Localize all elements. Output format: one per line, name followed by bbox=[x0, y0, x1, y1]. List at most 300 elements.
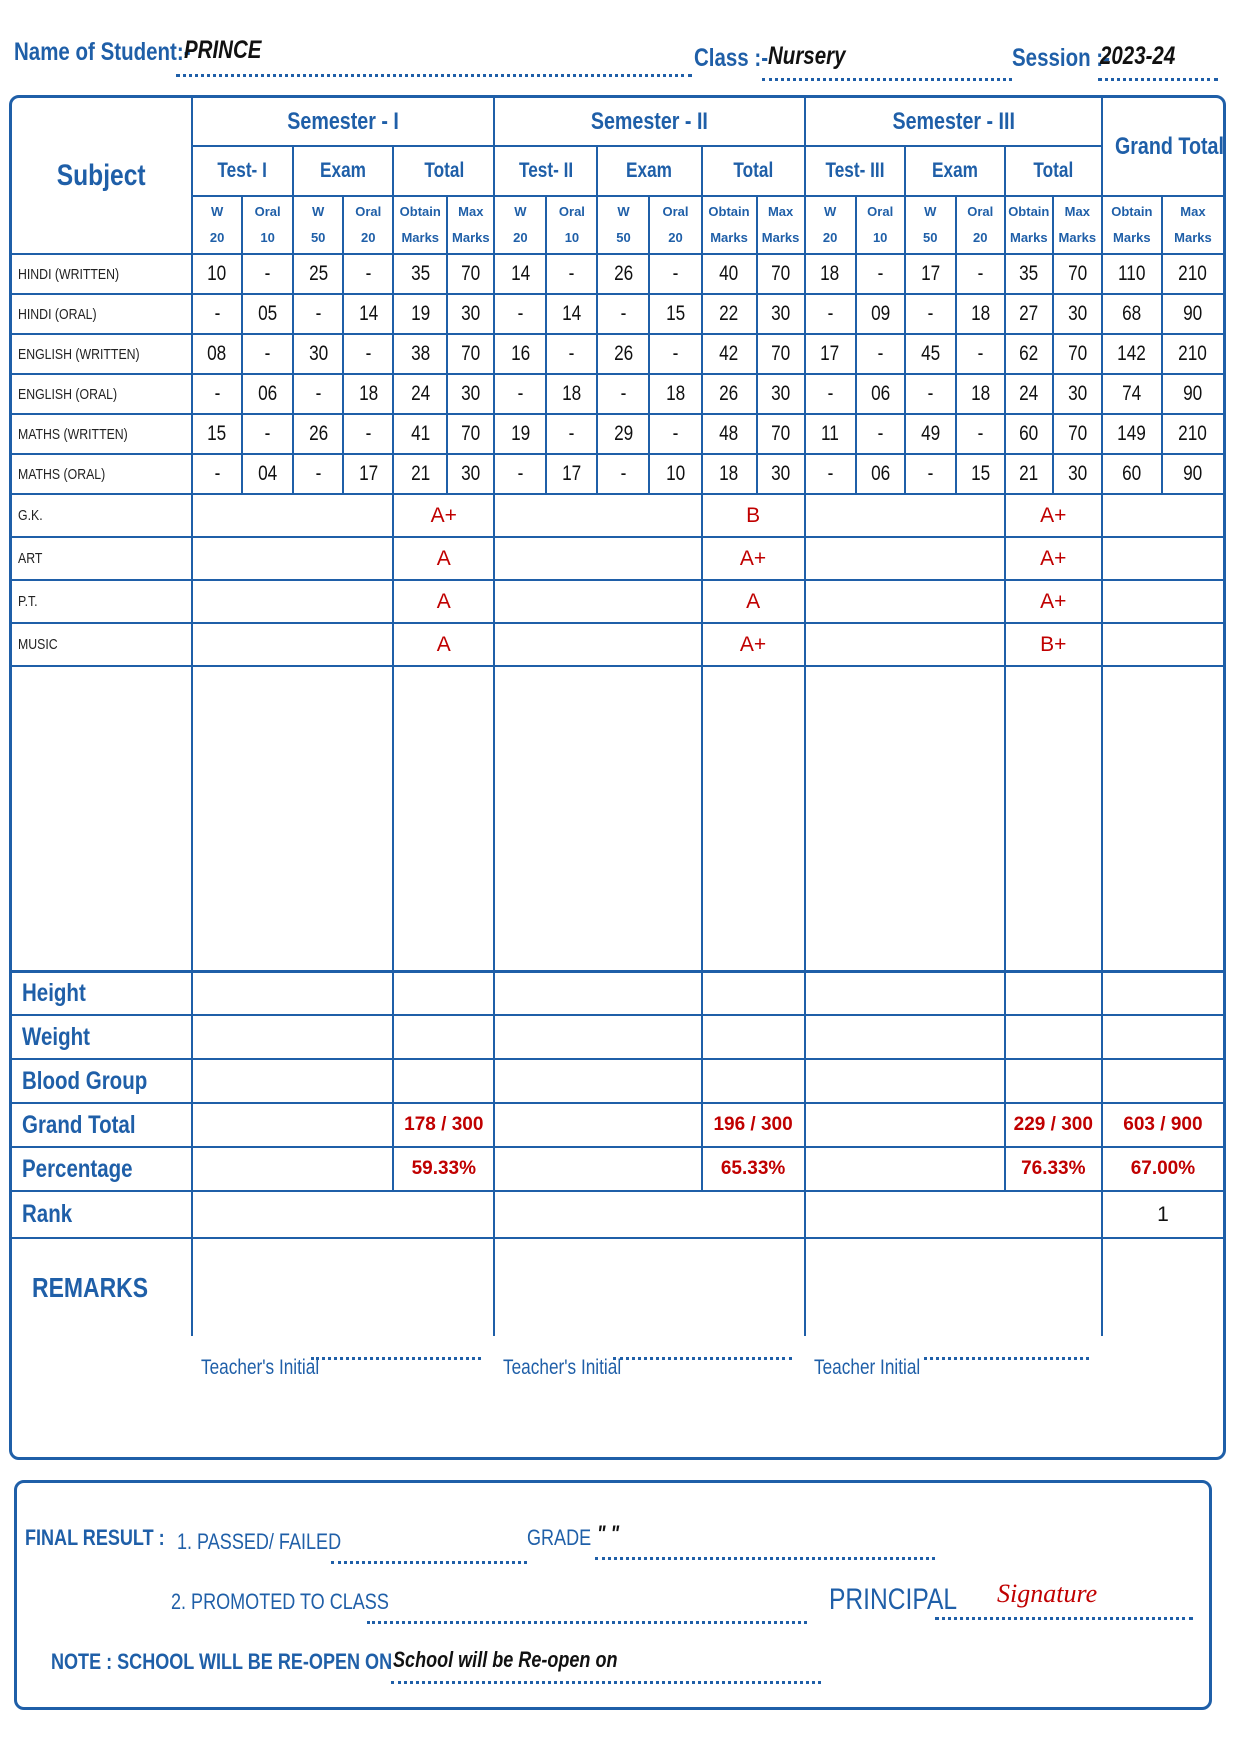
mark-value: 09 bbox=[870, 302, 890, 325]
grade-subject-text: P.T. bbox=[18, 593, 38, 610]
grade-blank bbox=[805, 623, 1005, 666]
grade-blank bbox=[494, 494, 701, 537]
mark-value: 90 bbox=[1183, 462, 1203, 485]
mark-cell bbox=[702, 294, 757, 334]
mark-cell bbox=[757, 414, 805, 454]
reopen-note-value: School will be Re-open on bbox=[393, 1647, 618, 1672]
teacher-initial-cell bbox=[494, 1238, 804, 1379]
mark-value: 10 bbox=[207, 262, 227, 285]
empty-cell bbox=[393, 666, 494, 971]
mark-cell bbox=[956, 454, 1005, 494]
exam-2-header: Exam bbox=[597, 146, 701, 196]
session-line bbox=[1098, 78, 1218, 81]
grade-subject-name bbox=[12, 537, 192, 580]
grand-total-label bbox=[12, 1103, 192, 1147]
mark-value: 15 bbox=[665, 302, 686, 325]
mark-cell bbox=[343, 334, 393, 374]
subject-name-text: HINDI (ORAL) bbox=[18, 305, 97, 323]
percentage-label bbox=[12, 1147, 192, 1191]
session-label: Session :- bbox=[1012, 44, 1110, 72]
mark-cell bbox=[956, 374, 1005, 414]
mark-cell bbox=[1162, 334, 1223, 374]
mark-cell bbox=[805, 414, 856, 454]
mark-value: - bbox=[927, 302, 934, 325]
mark-cell bbox=[343, 374, 393, 414]
mark-value: 06 bbox=[870, 382, 890, 405]
percentage-value: 76.33% bbox=[1005, 1147, 1102, 1191]
grand-total-label-text: Grand Total bbox=[22, 1110, 136, 1139]
blood-group-value bbox=[702, 1059, 805, 1103]
mark-cell bbox=[192, 374, 242, 414]
percentage-value: 59.33% bbox=[393, 1147, 494, 1191]
mark-cell bbox=[905, 294, 956, 334]
mark-value: 14 bbox=[562, 302, 582, 325]
mark-cell bbox=[805, 334, 856, 374]
teacher-initial-text: Teacher Initial bbox=[813, 1355, 920, 1379]
mark-cell bbox=[1005, 414, 1053, 454]
mark-cell bbox=[597, 414, 649, 454]
mark-value: - bbox=[877, 262, 884, 285]
grade-blank bbox=[805, 580, 1005, 623]
mark-cell bbox=[805, 294, 856, 334]
height-blank bbox=[192, 971, 393, 1015]
mark-value: 90 bbox=[1183, 302, 1203, 325]
grade-subject-name bbox=[12, 623, 192, 666]
mark-cell bbox=[546, 254, 597, 294]
blood-group-blank bbox=[494, 1059, 701, 1103]
mark-cell bbox=[649, 294, 701, 334]
mark-value: 68 bbox=[1122, 302, 1142, 325]
mark-value: 18 bbox=[719, 462, 739, 485]
student-name-label: Name of Student:- bbox=[14, 38, 191, 66]
mark-value: 60 bbox=[1019, 422, 1039, 445]
mark-cell bbox=[757, 294, 805, 334]
mark-value: - bbox=[977, 262, 984, 285]
principal-line bbox=[935, 1617, 1193, 1620]
mark-value: 40 bbox=[719, 262, 739, 285]
mark-value: - bbox=[214, 382, 220, 405]
empty-cell bbox=[1102, 666, 1223, 971]
mark-value: 24 bbox=[1019, 382, 1039, 405]
mark-cell bbox=[393, 254, 447, 294]
mark-cell bbox=[1162, 374, 1223, 414]
total-2-header: Total bbox=[702, 146, 805, 196]
subject-name-text: MATHS (WRITTEN) bbox=[18, 425, 128, 443]
mark-value: - bbox=[517, 382, 524, 405]
mark-value: - bbox=[827, 462, 834, 485]
mark-cell bbox=[447, 294, 494, 334]
mark-value: 74 bbox=[1122, 382, 1142, 405]
mark-cell bbox=[494, 414, 546, 454]
teacher-initial-cell bbox=[805, 1238, 1102, 1379]
mark-value: - bbox=[315, 302, 322, 325]
mark-value: 29 bbox=[613, 422, 634, 445]
passed-failed-label: 1. PASSED/ FAILED bbox=[177, 1529, 342, 1554]
teacher-initial-line bbox=[311, 1357, 481, 1360]
mark-value: 21 bbox=[1019, 462, 1039, 485]
subject-name-text: HINDI (WRITTEN) bbox=[18, 265, 120, 283]
mark-cell bbox=[702, 254, 757, 294]
mark-cell bbox=[242, 454, 293, 494]
mark-cell bbox=[1053, 454, 1102, 494]
mark-cell bbox=[856, 334, 905, 374]
mark-value: 17 bbox=[562, 462, 582, 485]
mark-value: - bbox=[977, 422, 984, 445]
height-label-text: Height bbox=[22, 978, 86, 1007]
mark-cell bbox=[649, 374, 701, 414]
subject-name-text: ENGLISH (ORAL) bbox=[18, 385, 118, 403]
blood-group-value bbox=[1005, 1059, 1102, 1103]
sem2-max-marks-header: Max Marks bbox=[757, 196, 805, 254]
mark-cell bbox=[805, 374, 856, 414]
mark-cell bbox=[1005, 294, 1053, 334]
mark-value: 142 bbox=[1117, 342, 1147, 365]
sem3-subcol-w-w50: W 50 bbox=[905, 196, 956, 254]
mark-value: 70 bbox=[1067, 342, 1087, 365]
mark-value: 210 bbox=[1178, 342, 1208, 365]
mark-value: - bbox=[569, 342, 575, 365]
mark-cell bbox=[1102, 414, 1162, 454]
mark-value: - bbox=[672, 342, 679, 365]
mark-value: 49 bbox=[920, 422, 940, 445]
mark-value: 27 bbox=[1019, 302, 1039, 325]
grade-subject-name bbox=[12, 580, 192, 623]
height-blank bbox=[805, 971, 1005, 1015]
mark-value: 30 bbox=[771, 302, 791, 325]
principal-label: PRINCIPAL bbox=[829, 1583, 958, 1616]
grade-cell: B+ bbox=[1005, 623, 1102, 666]
mark-cell bbox=[242, 414, 293, 454]
mark-value: - bbox=[927, 462, 934, 485]
mark-cell bbox=[757, 454, 805, 494]
sem1-subcol-w-w50: W 50 bbox=[293, 196, 343, 254]
mark-cell bbox=[956, 414, 1005, 454]
mark-value: - bbox=[672, 262, 679, 285]
mark-value: 30 bbox=[461, 462, 481, 485]
mark-value: 70 bbox=[461, 422, 481, 445]
mark-value: 25 bbox=[308, 262, 328, 285]
grand-obtain-marks-header: Obtain Marks bbox=[1102, 196, 1162, 254]
sem3-max-marks-header: Max Marks bbox=[1053, 196, 1102, 254]
mark-cell bbox=[494, 254, 546, 294]
empty-cell bbox=[805, 666, 1005, 971]
mark-value: 30 bbox=[1067, 382, 1087, 405]
grade-blank bbox=[494, 580, 701, 623]
blood-group-row bbox=[12, 1059, 1223, 1103]
sem3-obtain-marks-header: Obtain Marks bbox=[1005, 196, 1053, 254]
mark-cell bbox=[757, 254, 805, 294]
mark-cell bbox=[343, 254, 393, 294]
mark-cell bbox=[393, 294, 447, 334]
grade-line bbox=[595, 1557, 935, 1560]
subject-header: Subject bbox=[12, 98, 192, 254]
mark-cell bbox=[905, 414, 956, 454]
mark-value: - bbox=[264, 262, 271, 285]
blood-group-label-text: Blood Group bbox=[22, 1066, 148, 1095]
empty-subject-cell bbox=[12, 666, 192, 971]
grand-total-value: 229 / 300 bbox=[1005, 1103, 1102, 1147]
mark-value: 30 bbox=[1067, 302, 1087, 325]
mark-value: 14 bbox=[358, 302, 378, 325]
mark-cell bbox=[546, 414, 597, 454]
rank-blank bbox=[192, 1191, 494, 1238]
mark-value: 70 bbox=[1067, 422, 1087, 445]
empty-cell bbox=[494, 666, 701, 971]
class-line bbox=[762, 78, 1012, 81]
mark-value: - bbox=[827, 302, 834, 325]
mark-cell bbox=[242, 334, 293, 374]
grade-blank bbox=[192, 494, 393, 537]
height-label bbox=[12, 971, 192, 1015]
sem1-max-marks-header: Max Marks bbox=[447, 196, 494, 254]
sem3-subcol-w-w20: W 20 bbox=[805, 196, 856, 254]
subject-name-text: MATHS (ORAL) bbox=[18, 465, 106, 483]
mark-value: 19 bbox=[410, 302, 430, 325]
mark-value: 18 bbox=[820, 262, 840, 285]
grade-grand-blank bbox=[1102, 623, 1223, 666]
mark-cell bbox=[192, 454, 242, 494]
mark-cell bbox=[343, 414, 393, 454]
subject-name-text: ENGLISH (WRITTEN) bbox=[18, 345, 140, 363]
sem3-subcol-oral-oral20: Oral 20 bbox=[956, 196, 1005, 254]
blood-group-value bbox=[393, 1059, 494, 1103]
mark-value: 70 bbox=[771, 342, 791, 365]
mark-cell bbox=[597, 454, 649, 494]
mark-value: 35 bbox=[1019, 262, 1039, 285]
mark-value: 70 bbox=[461, 342, 481, 365]
grade-cell: A bbox=[702, 580, 805, 623]
weight-value bbox=[393, 1015, 494, 1059]
mark-cell bbox=[1102, 294, 1162, 334]
grand-max-marks-header: Max Marks bbox=[1162, 196, 1223, 254]
rank-value: 1 bbox=[1102, 1191, 1223, 1238]
mark-cell bbox=[956, 294, 1005, 334]
mark-cell bbox=[447, 334, 494, 374]
rank-label-text: Rank bbox=[22, 1200, 73, 1228]
grade-grand-blank bbox=[1102, 494, 1223, 537]
mark-cell bbox=[393, 454, 447, 494]
mark-cell bbox=[757, 374, 805, 414]
mark-value: 210 bbox=[1178, 262, 1208, 285]
subject-row bbox=[12, 414, 1223, 454]
blood-group-blank bbox=[805, 1059, 1005, 1103]
sem1-subcol-oral-oral10: Oral 10 bbox=[242, 196, 293, 254]
grade-subject-text: G.K. bbox=[18, 507, 43, 524]
mark-value: 06 bbox=[258, 382, 278, 405]
mark-cell bbox=[192, 254, 242, 294]
marks-table-frame bbox=[9, 95, 1226, 1460]
mark-value: 70 bbox=[771, 262, 791, 285]
subject-name bbox=[12, 294, 192, 334]
mark-cell bbox=[343, 294, 393, 334]
grade-cell: A bbox=[393, 623, 494, 666]
mark-cell bbox=[856, 414, 905, 454]
rank-blank bbox=[805, 1191, 1102, 1238]
mark-cell bbox=[649, 414, 701, 454]
grade-cell: A+ bbox=[1005, 494, 1102, 537]
mark-cell bbox=[856, 374, 905, 414]
mark-value: - bbox=[264, 342, 271, 365]
mark-cell bbox=[293, 254, 343, 294]
class-label: Class :- bbox=[694, 44, 769, 72]
mark-cell bbox=[905, 334, 956, 374]
grand-total-blank bbox=[494, 1103, 701, 1147]
grade-subject-name bbox=[12, 494, 192, 537]
mark-cell bbox=[546, 454, 597, 494]
mark-value: - bbox=[569, 422, 575, 445]
weight-value bbox=[1005, 1015, 1102, 1059]
mark-cell bbox=[702, 334, 757, 374]
mark-value: 18 bbox=[665, 382, 686, 405]
mark-cell bbox=[702, 454, 757, 494]
mark-value: 04 bbox=[258, 462, 278, 485]
test-1-header: Test- I bbox=[192, 146, 293, 196]
mark-value: 35 bbox=[410, 262, 430, 285]
mark-value: 17 bbox=[358, 462, 378, 485]
subject-name bbox=[12, 334, 192, 374]
semester-2-header: Semester - II bbox=[494, 98, 804, 146]
sem2-subcol-w-w20: W 20 bbox=[494, 196, 546, 254]
mark-cell bbox=[447, 254, 494, 294]
mark-cell bbox=[192, 414, 242, 454]
mark-value: 30 bbox=[771, 462, 791, 485]
mark-value: 38 bbox=[410, 342, 430, 365]
grade-cell: A+ bbox=[1005, 537, 1102, 580]
percentage-blank bbox=[805, 1147, 1005, 1191]
subject-row bbox=[12, 374, 1223, 414]
rank-blank bbox=[494, 1191, 804, 1238]
mark-cell bbox=[447, 454, 494, 494]
mark-cell bbox=[546, 334, 597, 374]
student-name-value: PRINCE bbox=[184, 36, 262, 64]
grand-total-blank bbox=[192, 1103, 393, 1147]
grade-row bbox=[12, 494, 1223, 537]
rank-row bbox=[12, 1191, 1223, 1238]
mark-value: 30 bbox=[771, 382, 791, 405]
mark-value: - bbox=[927, 382, 934, 405]
mark-value: 45 bbox=[920, 342, 940, 365]
mark-cell bbox=[393, 334, 447, 374]
grand-total-header: Grand Total bbox=[1102, 98, 1223, 196]
mark-value: - bbox=[214, 462, 220, 485]
weight-label bbox=[12, 1015, 192, 1059]
mark-value: 30 bbox=[308, 342, 328, 365]
teacher-initial-text: Teacher's Initial bbox=[503, 1355, 622, 1379]
mark-value: 18 bbox=[562, 382, 582, 405]
mark-value: 42 bbox=[719, 342, 739, 365]
mark-cell bbox=[447, 374, 494, 414]
mark-value: 30 bbox=[461, 382, 481, 405]
mark-cell bbox=[856, 294, 905, 334]
mark-value: 18 bbox=[358, 382, 378, 405]
subject-row bbox=[12, 254, 1223, 294]
grade-subject-text: ART bbox=[18, 550, 43, 567]
mark-cell bbox=[905, 374, 956, 414]
remarks-row bbox=[12, 1238, 1223, 1336]
mark-cell bbox=[494, 374, 546, 414]
semester-3-header: Semester - III bbox=[805, 98, 1102, 146]
exam-1-header: Exam bbox=[293, 146, 393, 196]
mark-cell bbox=[546, 374, 597, 414]
empty-cell bbox=[192, 666, 393, 971]
grade-cell: A bbox=[393, 580, 494, 623]
weight-row bbox=[12, 1015, 1223, 1059]
mark-value: - bbox=[620, 382, 627, 405]
mark-cell bbox=[1005, 454, 1053, 494]
mark-cell bbox=[597, 334, 649, 374]
mark-value: - bbox=[877, 422, 884, 445]
mark-cell bbox=[1102, 334, 1162, 374]
mark-cell bbox=[447, 414, 494, 454]
mark-value: 18 bbox=[970, 302, 990, 325]
subject-row bbox=[12, 454, 1223, 494]
mark-cell bbox=[293, 414, 343, 454]
mark-value: 17 bbox=[820, 342, 840, 365]
percentage-label-text: Percentage bbox=[22, 1154, 133, 1183]
mark-value: - bbox=[877, 342, 884, 365]
mark-cell bbox=[242, 254, 293, 294]
mark-value: - bbox=[827, 382, 834, 405]
mark-value: 16 bbox=[510, 342, 530, 365]
blood-group-blank bbox=[192, 1059, 393, 1103]
grade-row bbox=[12, 537, 1223, 580]
empty-cell bbox=[1005, 666, 1102, 971]
mark-value: 17 bbox=[920, 262, 940, 285]
grade-grand-blank bbox=[1102, 537, 1223, 580]
mark-value: 110 bbox=[1118, 262, 1146, 285]
mark-value: - bbox=[517, 462, 524, 485]
blood-group-grand-value bbox=[1102, 1059, 1223, 1103]
mark-value: - bbox=[315, 382, 322, 405]
mark-cell bbox=[494, 294, 546, 334]
mark-cell bbox=[597, 294, 649, 334]
mark-cell bbox=[856, 454, 905, 494]
mark-cell bbox=[1162, 454, 1223, 494]
height-value bbox=[393, 971, 494, 1015]
mark-value: - bbox=[365, 342, 372, 365]
grand-total-value: 196 / 300 bbox=[702, 1103, 805, 1147]
percentage-grand-value: 67.00% bbox=[1102, 1147, 1223, 1191]
mark-value: - bbox=[672, 422, 679, 445]
percentage-blank bbox=[192, 1147, 393, 1191]
mark-value: - bbox=[517, 302, 524, 325]
total-1-header: Total bbox=[393, 146, 494, 196]
mark-cell bbox=[293, 294, 343, 334]
mark-value: - bbox=[365, 422, 372, 445]
grand-total-value: 178 / 300 bbox=[393, 1103, 494, 1147]
grade-blank bbox=[192, 580, 393, 623]
grade-row bbox=[12, 623, 1223, 666]
reopen-note-line bbox=[391, 1681, 821, 1684]
grade-blank bbox=[805, 537, 1005, 580]
mark-value: 48 bbox=[719, 422, 739, 445]
mark-cell bbox=[649, 254, 701, 294]
mark-cell bbox=[1162, 294, 1223, 334]
grade-blank bbox=[192, 537, 393, 580]
mark-value: 24 bbox=[410, 382, 430, 405]
total-3-header: Total bbox=[1005, 146, 1102, 196]
mark-cell bbox=[293, 334, 343, 374]
mark-value: 70 bbox=[461, 262, 481, 285]
sem1-subcol-w-w20: W 20 bbox=[192, 196, 242, 254]
mark-cell bbox=[856, 254, 905, 294]
mark-value: 21 bbox=[410, 462, 430, 485]
mark-cell bbox=[1053, 334, 1102, 374]
mark-cell bbox=[494, 454, 546, 494]
sem2-obtain-marks-header: Obtain Marks bbox=[702, 196, 757, 254]
mark-cell bbox=[597, 374, 649, 414]
grade-subject-text: MUSIC bbox=[18, 636, 58, 653]
